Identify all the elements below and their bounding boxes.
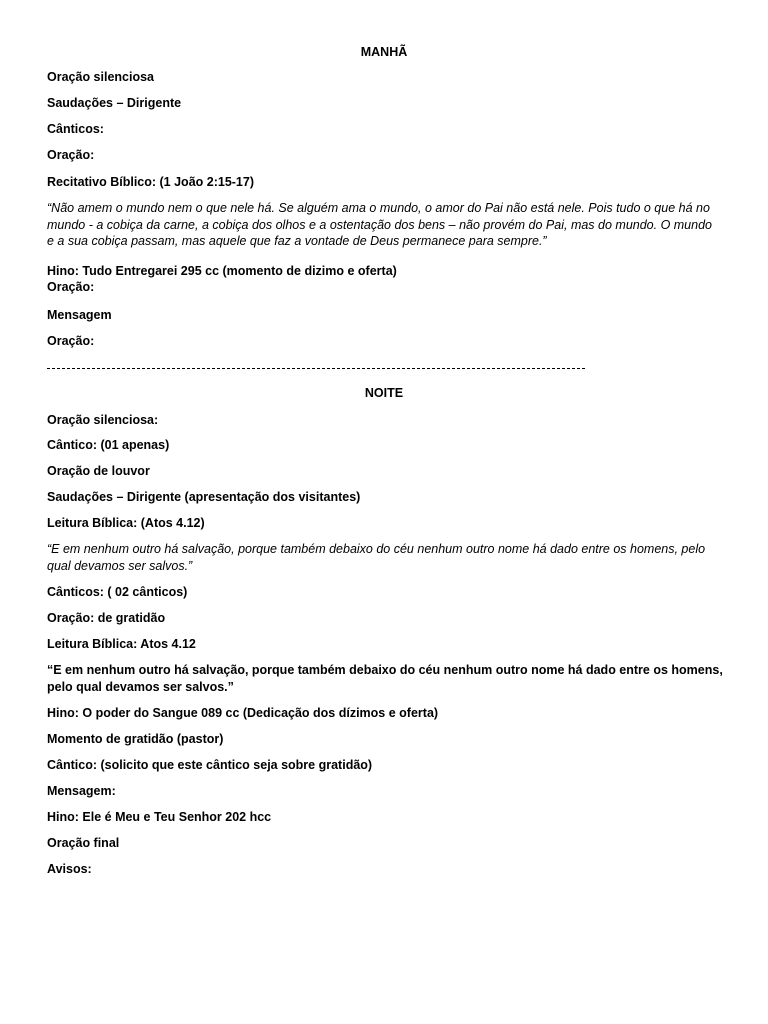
noite-line-14: Oração final xyxy=(47,836,120,850)
noite-line-7: Oração: de gratidão xyxy=(47,611,166,625)
manha-quote-line-1: “Não amem o mundo nem o que nele há. Se alguém ama o mundo, o amor do Pai não está nele. Pois tudo o que há no xyxy=(47,201,710,215)
noite-quote-2 xyxy=(47,662,723,695)
manha-after-2: Oração: xyxy=(47,280,95,294)
noite-line-6: Cânticos: ( 02 cânticos) xyxy=(47,585,188,599)
noite-line-10: Momento de gratidão (pastor) xyxy=(47,732,224,746)
heading-noite: NOITE xyxy=(364,386,404,400)
noite-quote-1-line-2: qual devamos ser salvos.” xyxy=(47,558,193,573)
manha-line-3: Cânticos: xyxy=(47,122,104,136)
noite-quote-2-line-1: “E em nenhum outro há salvação, porque também debaixo do céu nenhum outro nome há dado entre os homens, xyxy=(47,663,723,677)
noite-line-13: Hino: Ele é Meu e Teu Senhor 202 hcc xyxy=(47,810,272,824)
manha-after-3: Mensagem xyxy=(47,308,112,322)
noite-line-1: Oração silenciosa: xyxy=(47,413,159,427)
noite-line-3: Oração de louvor xyxy=(47,464,150,478)
manha-quote-line-3: e a sua cobiça passam, mas aquele que faz a vontade de Deus permanece para sempre.” xyxy=(47,234,547,248)
manha-quote-line-2: mundo - a cobiça da carne, a cobiça dos olhos e a ostentação dos bens – não provém do Pai, mas do mundo. O mundo xyxy=(47,217,712,232)
noite-line-2: Cântico: (01 apenas) xyxy=(47,438,170,452)
noite-line-9: Hino: O poder do Sangue 089 cc (Dedicação dos dízimos e oferta) xyxy=(47,706,439,720)
manha-after-1: Hino: Tudo Entregarei 295 cc (momento de dizimo e oferta) xyxy=(47,264,397,278)
manha-line-5: Recitativo Bíblico: (1 João 2:15-17) xyxy=(47,175,255,189)
noite-quote-2-line-2: pelo qual devamos ser salvos.” xyxy=(47,679,234,694)
manha-after-4: Oração: xyxy=(47,334,95,348)
noite-line-12: Mensagem: xyxy=(47,784,116,798)
manha-line-2: Saudações – Dirigente xyxy=(47,96,182,110)
noite-line-4: Saudações – Dirigente (apresentação dos visitantes) xyxy=(47,490,361,504)
noite-line-5: Leitura Bíblica: (Atos 4.12) xyxy=(47,516,205,530)
manha-line-1: Oração silenciosa xyxy=(47,70,155,84)
noite-line-8: Leitura Bíblica: Atos 4.12 xyxy=(47,637,196,651)
noite-line-15: Avisos: xyxy=(47,862,92,876)
manha-line-4: Oração: xyxy=(47,148,95,162)
noite-line-11: Cântico: (solicito que este cântico seja sobre gratidão) xyxy=(47,758,373,772)
noite-quote-1-line-1: “E em nenhum outro há salvação, porque também debaixo do céu nenhum outro nome há dado entre os homens, pelo xyxy=(47,542,706,556)
section-divider xyxy=(47,368,585,369)
noite-quote-1 xyxy=(47,541,723,574)
heading-manha: MANHÃ xyxy=(360,45,408,59)
manha-quote xyxy=(47,200,723,250)
